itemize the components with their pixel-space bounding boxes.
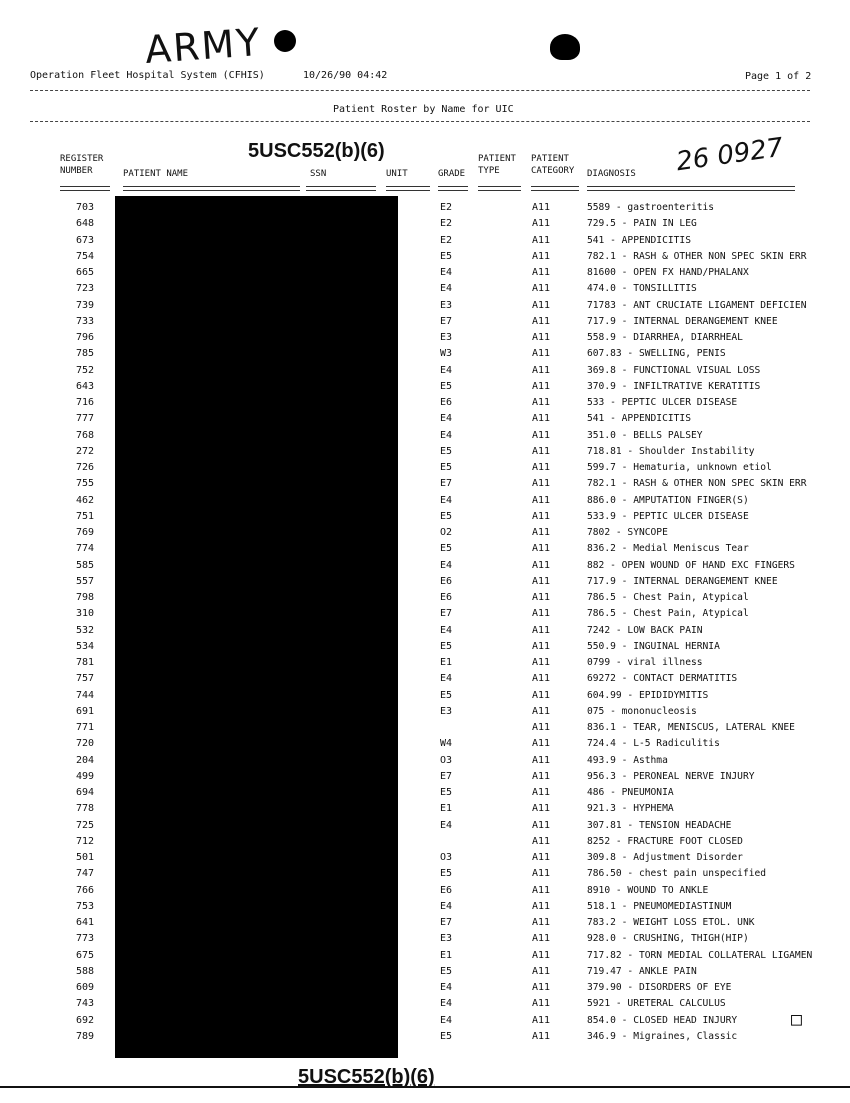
diagnosis: 729.5 - PAIN IN LEG: [587, 218, 697, 230]
diagnosis: 882 - OPEN WOUND OF HAND EXC FINGERS: [587, 559, 795, 571]
grade: E3: [440, 705, 453, 717]
patient-category: A11: [532, 803, 551, 815]
register-number: 774: [75, 543, 94, 555]
diagnosis: 533 - PEPTIC ULCER DISEASE: [587, 397, 738, 408]
diagnosis: 717.9 - INTERNAL DERANGEMENT KNEE: [587, 575, 778, 587]
diagnosis: 346.9 - Migraines, Classic: [587, 1030, 738, 1042]
table-row: [0, 411, 850, 427]
col-diagnosis: DIAGNOSIS: [587, 169, 636, 179]
diagnosis: 533.9 - PEPTIC ULCER DISEASE: [587, 510, 749, 522]
table-row: [0, 265, 850, 281]
table-row: [0, 899, 850, 915]
register-number: 739: [75, 299, 94, 311]
grade: E5: [440, 380, 453, 392]
table-row: [0, 834, 850, 850]
diagnosis: 541 - APPENDICITIS: [587, 413, 691, 425]
col-patient-category: [531, 153, 574, 177]
patient-category: A11: [532, 202, 551, 213]
table-row: [0, 931, 850, 947]
grade: E2: [440, 202, 453, 213]
register-number: 733: [75, 315, 94, 327]
diagnosis: 8252 - FRACTURE FOOT CLOSED: [587, 835, 743, 847]
register-number: 771: [75, 722, 94, 733]
grade: E4: [440, 559, 453, 571]
grade: O2: [440, 527, 453, 538]
diagnosis: 486 - PNEUMONIA: [587, 787, 674, 798]
col-patient-type-line1: PATIENT: [478, 154, 516, 164]
patient-category: A11: [532, 510, 551, 522]
grade: W4: [440, 738, 453, 750]
col-ssn: SSN: [310, 169, 327, 179]
diagnosis: 786.50 - chest pain unspecified: [587, 868, 767, 880]
col-patient-type-line2: TYPE: [478, 166, 500, 176]
grade: E1: [440, 949, 453, 961]
register-number: 694: [75, 787, 94, 798]
table-row: [0, 460, 850, 476]
grade: W3: [440, 348, 453, 360]
patient-category: A11: [532, 299, 551, 311]
register-number: 675: [75, 949, 94, 961]
patient-category: A11: [532, 770, 551, 782]
table-row: [0, 298, 850, 314]
diagnosis: 836.2 - Medial Meniscus Tear: [587, 543, 749, 555]
diagnosis: 8910 - WOUND TO ANKLE: [587, 884, 709, 896]
register-number: 752: [75, 364, 94, 376]
patient-category: A11: [532, 722, 551, 733]
header-divider-second: [30, 121, 810, 122]
patient-category: A11: [532, 478, 551, 490]
patient-category: A11: [532, 348, 551, 360]
register-number: 692: [75, 1014, 94, 1026]
system-title: Operation Fleet Hospital System (CFHIS): [30, 70, 265, 81]
table-row: [0, 948, 850, 964]
diagnosis: 5589 - gastroenteritis: [587, 202, 715, 213]
table-row: [0, 606, 850, 622]
register-number: 777: [75, 413, 94, 425]
table-row: [0, 1029, 850, 1045]
diagnosis: 7242 - LOW BACK PAIN: [587, 624, 703, 636]
grade: E1: [440, 657, 453, 668]
table-row: [0, 639, 850, 655]
table-row: [0, 233, 850, 249]
register-number: 723: [75, 283, 94, 295]
grade: E4: [440, 1014, 453, 1026]
patient-category: A11: [532, 640, 551, 652]
col-patient-type: [478, 153, 516, 177]
register-number: 588: [75, 965, 94, 977]
table-row: [0, 509, 850, 525]
register-number: 785: [75, 348, 94, 360]
diagnosis: 717.9 - INTERNAL DERANGEMENT KNEE: [587, 315, 778, 327]
grade: E6: [440, 884, 453, 896]
patient-category: A11: [532, 592, 551, 603]
header-rule-ssn: [306, 186, 376, 191]
diagnosis: 956.3 - PERONEAL NERVE INJURY: [587, 770, 755, 782]
register-number: 703: [75, 202, 94, 213]
header-rule-grade: [438, 186, 468, 191]
handwritten-army: ARMY: [143, 19, 263, 73]
table-row: [0, 704, 850, 720]
diagnosis: 786.5 - Chest Pain, Atypical: [587, 592, 749, 603]
diagnosis: 607.83 - SWELLING, PENIS: [587, 348, 726, 360]
register-number: 462: [75, 494, 94, 506]
register-number: 755: [75, 478, 94, 490]
table-row: [0, 281, 850, 297]
patient-category: A11: [532, 900, 551, 912]
patient-category: A11: [532, 413, 551, 425]
patient-category: A11: [532, 234, 551, 246]
register-number: 720: [75, 738, 94, 750]
grade: E1: [440, 803, 453, 815]
register-number: 534: [75, 640, 94, 652]
table-row: [0, 769, 850, 785]
register-number: 789: [75, 1030, 94, 1042]
patient-category: A11: [532, 868, 551, 880]
grade: E5: [440, 965, 453, 977]
table-row: [0, 249, 850, 265]
table-row: [0, 623, 850, 639]
patient-category: A11: [532, 445, 551, 457]
grade: E7: [440, 917, 453, 928]
register-number: 499: [75, 770, 94, 782]
grade: E5: [440, 543, 453, 555]
register-number: 754: [75, 250, 94, 262]
grade: E4: [440, 413, 453, 425]
diagnosis: 0799 - viral illness: [587, 657, 703, 668]
patient-category: A11: [532, 608, 551, 620]
register-number: 501: [75, 852, 94, 863]
register-number: 716: [75, 397, 94, 408]
table-row: [0, 915, 850, 931]
diagnosis: 493.9 - Asthma: [587, 754, 668, 766]
col-register-line2: NUMBER: [60, 166, 93, 176]
register-number: 665: [75, 267, 94, 278]
patient-category: A11: [532, 657, 551, 668]
table-row: [0, 801, 850, 817]
register-number: 757: [75, 673, 94, 685]
table-row: [0, 785, 850, 801]
table-row: [0, 346, 850, 362]
patient-category: A11: [532, 527, 551, 538]
table-row: [0, 541, 850, 557]
diagnosis: 854.0 - CLOSED HEAD INJURY: [587, 1014, 738, 1026]
patient-category: A11: [532, 917, 551, 928]
diagnosis: 599.7 - Hematuria, unknown etiol: [587, 462, 772, 473]
col-unit: UNIT: [386, 169, 408, 179]
diagnosis: 81600 - OPEN FX HAND/PHALANX: [587, 267, 749, 278]
register-number: 725: [75, 819, 94, 831]
header-rule-category: [531, 186, 579, 191]
grade: O3: [440, 754, 453, 766]
patient-category: A11: [532, 543, 551, 555]
grade: E3: [440, 332, 453, 343]
table-row: [0, 574, 850, 590]
diagnosis: 719.47 - ANKLE PAIN: [587, 965, 697, 977]
table-row: [0, 428, 850, 444]
patient-category: A11: [532, 429, 551, 441]
patient-category: A11: [532, 949, 551, 961]
patient-category: A11: [532, 283, 551, 295]
table-row: [0, 996, 850, 1012]
table-row: [0, 558, 850, 574]
register-number: 753: [75, 900, 94, 912]
register-number: 648: [75, 218, 94, 230]
patient-category: A11: [532, 315, 551, 327]
barcode-mark-icon: □: [791, 1009, 802, 1030]
register-number: 798: [75, 592, 94, 603]
grade: E5: [440, 1030, 453, 1042]
register-number: 768: [75, 429, 94, 441]
table-row: [0, 330, 850, 346]
diagnosis: 783.2 - WEIGHT LOSS ETOL. UNK: [587, 917, 755, 928]
grade: E6: [440, 592, 453, 603]
table-row: [0, 216, 850, 232]
col-category-line2: CATEGORY: [531, 166, 575, 176]
patient-category: A11: [532, 332, 551, 343]
col-register-line1: REGISTER: [60, 154, 104, 164]
diagnosis: 886.0 - AMPUTATION FINGER(S): [587, 494, 749, 506]
register-number: 643: [75, 380, 94, 392]
grade: E2: [440, 234, 453, 246]
grade: E6: [440, 397, 453, 408]
register-number: 609: [75, 982, 94, 993]
col-grade: GRADE: [438, 169, 466, 179]
table-row: [0, 525, 850, 541]
table-row: [0, 866, 850, 882]
register-number: 769: [75, 527, 94, 538]
register-number: 204: [75, 754, 94, 766]
grade: E4: [440, 982, 453, 993]
col-register-number: [60, 153, 103, 177]
diagnosis: 604.99 - EPIDIDYMITIS: [587, 689, 709, 701]
diagnosis: 550.9 - INGUINAL HERNIA: [587, 640, 720, 652]
diagnosis: 518.1 - PNEUMOMEDIASTINUM: [587, 900, 732, 912]
grade: E4: [440, 998, 453, 1010]
grade: E5: [440, 445, 453, 457]
register-number: 773: [75, 933, 94, 945]
grade: O3: [440, 852, 453, 863]
diagnosis: 717.82 - TORN MEDIAL COLLATERAL LIGAMEN: [587, 949, 813, 961]
register-number: 641: [75, 917, 94, 928]
register-number: 712: [75, 835, 94, 847]
table-row: [0, 395, 850, 411]
ink-blot-mark: [274, 30, 296, 52]
table-row: [0, 720, 850, 736]
table-row: [0, 1013, 850, 1029]
diagnosis: 928.0 - CRUSHING, THIGH(HIP): [587, 933, 749, 945]
patient-category: A11: [532, 218, 551, 230]
patient-category: A11: [532, 462, 551, 473]
grade: E4: [440, 624, 453, 636]
grade: E4: [440, 283, 453, 295]
patient-category: A11: [532, 884, 551, 896]
redaction-code-top: 5USC552(b)(6): [248, 140, 385, 162]
handwritten-note: 26 0927: [674, 132, 786, 178]
header-rule-unit: [386, 186, 430, 191]
table-row: [0, 753, 850, 769]
grade: E5: [440, 250, 453, 262]
table-row: [0, 444, 850, 460]
table-row: [0, 964, 850, 980]
patient-category: A11: [532, 1014, 551, 1026]
header-divider-top: [30, 90, 810, 91]
table-row: [0, 379, 850, 395]
patient-category: A11: [532, 852, 551, 863]
header-rule-diagnosis: [587, 186, 795, 191]
diagnosis: 69272 - CONTACT DERMATITIS: [587, 673, 738, 685]
diagnosis: 724.4 - L-5 Radiculitis: [587, 738, 720, 750]
register-number: 691: [75, 705, 94, 717]
grade: E5: [440, 640, 453, 652]
diagnosis: 379.90 - DISORDERS OF EYE: [587, 982, 732, 993]
diagnosis: 921.3 - HYPHEMA: [587, 803, 674, 815]
table-row: [0, 493, 850, 509]
grade: E5: [440, 689, 453, 701]
table-row: [0, 818, 850, 834]
register-number: 726: [75, 462, 94, 473]
diagnosis: 541 - APPENDICITIS: [587, 234, 691, 246]
table-row: [0, 590, 850, 606]
header-rule-type: [478, 186, 521, 191]
register-number: 557: [75, 575, 94, 587]
redaction-code-bottom: 5USC552(b)(6): [298, 1066, 435, 1088]
register-number: 310: [75, 608, 94, 620]
header-rule-register: [60, 186, 110, 191]
col-category-line1: PATIENT: [531, 154, 569, 164]
table-row: [0, 688, 850, 704]
report-date-time: 10/26/90 04:42: [303, 70, 388, 81]
grade: E4: [440, 819, 453, 831]
patient-category: A11: [532, 397, 551, 408]
register-number: 751: [75, 510, 94, 522]
diagnosis: 369.8 - FUNCTIONAL VISUAL LOSS: [587, 364, 761, 376]
table-row: [0, 655, 850, 671]
diagnosis: 836.1 - TEAR, MENISCUS, LATERAL KNEE: [587, 722, 795, 733]
grade: E4: [440, 673, 453, 685]
patient-category: A11: [532, 965, 551, 977]
patient-category: A11: [532, 364, 551, 376]
grade: E5: [440, 868, 453, 880]
patient-category: A11: [532, 689, 551, 701]
grade: E7: [440, 315, 453, 327]
table-row: [0, 476, 850, 492]
patient-category: A11: [532, 738, 551, 750]
patient-category: A11: [532, 494, 551, 506]
register-number: 673: [75, 234, 94, 246]
grade: E7: [440, 478, 453, 490]
grade: E2: [440, 218, 453, 230]
register-number: 796: [75, 332, 94, 343]
diagnosis: 309.8 - Adjustment Disorder: [587, 852, 743, 863]
patient-category: A11: [532, 267, 551, 278]
table-row: [0, 200, 850, 216]
grade: E3: [440, 299, 453, 311]
col-patient-name: PATIENT NAME: [123, 169, 189, 179]
table-row: [0, 850, 850, 866]
patient-category: A11: [532, 754, 551, 766]
header-rule-name: [123, 186, 300, 191]
diagnosis: 5921 - URETERAL CALCULUS: [587, 998, 726, 1010]
patient-category: A11: [532, 673, 551, 685]
patient-category: A11: [532, 982, 551, 993]
patient-category: A11: [532, 1030, 551, 1042]
patient-category: A11: [532, 998, 551, 1010]
diagnosis: 351.0 - BELLS PALSEY: [587, 429, 703, 441]
diagnosis: 782.1 - RASH & OTHER NON SPEC SKIN ERR: [587, 250, 807, 262]
table-row: [0, 736, 850, 752]
diagnosis: 782.1 - RASH & OTHER NON SPEC SKIN ERR: [587, 478, 807, 490]
patient-category: A11: [532, 705, 551, 717]
register-number: 585: [75, 559, 94, 571]
grade: E5: [440, 787, 453, 798]
table-row: [0, 980, 850, 996]
grade: E3: [440, 933, 453, 945]
diagnosis: 718.81 - Shoulder Instability: [587, 445, 755, 457]
diagnosis: 7802 - SYNCOPE: [587, 527, 668, 538]
page-indicator: Page 1 of 2: [745, 71, 812, 82]
patient-category: A11: [532, 835, 551, 847]
grade: E4: [440, 267, 453, 278]
grade: E4: [440, 494, 453, 506]
diagnosis: 075 - mononucleosis: [587, 705, 697, 717]
grade: E7: [440, 608, 453, 620]
patient-category: A11: [532, 380, 551, 392]
register-number: 743: [75, 998, 94, 1010]
patient-category: A11: [532, 819, 551, 831]
register-number: 778: [75, 803, 94, 815]
table-row: [0, 363, 850, 379]
table-row: [0, 883, 850, 899]
register-number: 781: [75, 657, 94, 668]
patient-category: A11: [532, 575, 551, 587]
diagnosis: 558.9 - DIARRHEA, DIARRHEAL: [587, 332, 743, 343]
diagnosis: 474.0 - TONSILLITIS: [587, 283, 697, 295]
register-number: 766: [75, 884, 94, 896]
grade: E4: [440, 900, 453, 912]
diagnosis: 307.81 - TENSION HEADACHE: [587, 819, 732, 831]
register-number: 532: [75, 624, 94, 636]
register-number: 272: [75, 445, 94, 457]
register-number: 744: [75, 689, 94, 701]
diagnosis: 71783 - ANT CRUCIATE LIGAMENT DEFICIEN: [587, 299, 807, 311]
report-title: Patient Roster by Name for UIC: [333, 104, 514, 115]
grade: E5: [440, 510, 453, 522]
table-row: [0, 671, 850, 687]
diagnosis: 370.9 - INFILTRATIVE KERATITIS: [587, 380, 761, 392]
grade: E4: [440, 364, 453, 376]
grade: E5: [440, 462, 453, 473]
patient-category: A11: [532, 250, 551, 262]
patient-category: A11: [532, 559, 551, 571]
patient-category: A11: [532, 787, 551, 798]
patient-category: A11: [532, 624, 551, 636]
table-row: [0, 314, 850, 330]
register-number: 747: [75, 868, 94, 880]
corner-blot-mark: [550, 34, 580, 60]
patient-category: A11: [532, 933, 551, 945]
grade: E7: [440, 770, 453, 782]
diagnosis: 786.5 - Chest Pain, Atypical: [587, 608, 749, 620]
grade: E6: [440, 575, 453, 587]
grade: E4: [440, 429, 453, 441]
